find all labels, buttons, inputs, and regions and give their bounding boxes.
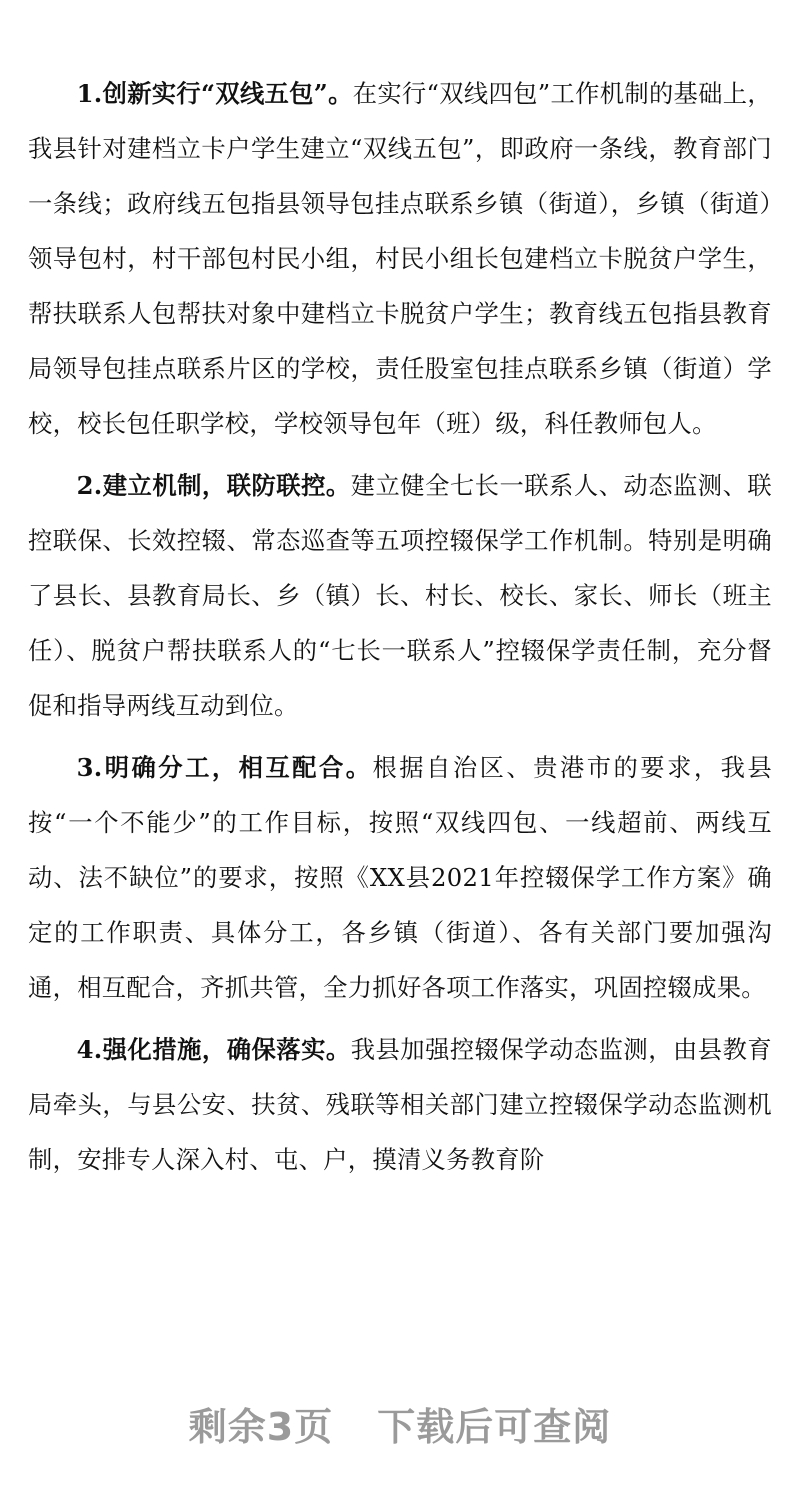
paragraph-2-heading: 2.建立机制，联防联控。 — [76, 471, 351, 500]
paragraph-3-heading: 3.明确分工，相互配合。 — [76, 753, 373, 782]
paragraph-2 — [28, 458, 772, 733]
document-body — [28, 66, 772, 1194]
paragraph-1-text: 在实行“双线四包”工作机制的基础上，我县针对建档立卡户学生建立“双线五包”，即政府一条线，教育部门一条线；政府线五包指县领导包挂点联系乡镇（街道），乡镇（街道）领导包村，村干部包村民小组，村民小组长包建档立卡脱贫户学生，帮扶联系人包帮扶对象中建档立卡脱贫户学生；教育线五包指县教育局领导包挂点联系片区的学校，责任股室包挂点联系乡镇（街道）学校，校长包任职学校，学校领导包年（班）级，科任教师包人。 — [28, 79, 772, 438]
paragraph-2-text: 建立健全七长一联系人、动态监测、联控联保、长效控辍、常态巡查等五项控辍保学工作机制。特别是明确了县长、县教育局长、乡（镇）长、村长、校长、家长、师长（班主任）、脱贫户帮扶联系人的“七长一联系人”控辍保学责任制，充分督促和指导两线互动到位。 — [28, 471, 772, 720]
paragraph-3 — [28, 740, 772, 1015]
remaining-pages-label: 剩余3页 — [188, 1404, 334, 1449]
paragraph-4 — [28, 1022, 772, 1187]
download-to-view-label[interactable]: 下载后可查阅 — [377, 1404, 612, 1449]
paragraph-4-heading: 4.强化措施，确保落实。 — [76, 1035, 351, 1064]
preview-limit-banner[interactable] — [0, 1388, 800, 1458]
paragraph-4-text: 我县加强控辍保学动态监测，由县教育局牵头，与县公安、扶贫、残联等相关部门建立控辍保学动态监测机制，安排专人深入村、屯、户，摸清义务教育阶 — [28, 1035, 772, 1174]
paragraph-1 — [28, 66, 772, 451]
paragraph-1-heading: 1.创新实行“双线五包”。 — [76, 79, 353, 108]
paragraph-3-text: 根据自治区、贵港市的要求，我县按“一个不能少”的工作目标，按照“双线四包、一线超前、两线互动、法不缺位”的要求，按照《XX县2021年控辍保学工作方案》确定的工作职责、具体分工，各乡镇（街道）、各有关部门要加强沟通，相互配合，齐抓共管，全力抓好各项工作落实，巩固控辍成果。 — [28, 753, 772, 1002]
